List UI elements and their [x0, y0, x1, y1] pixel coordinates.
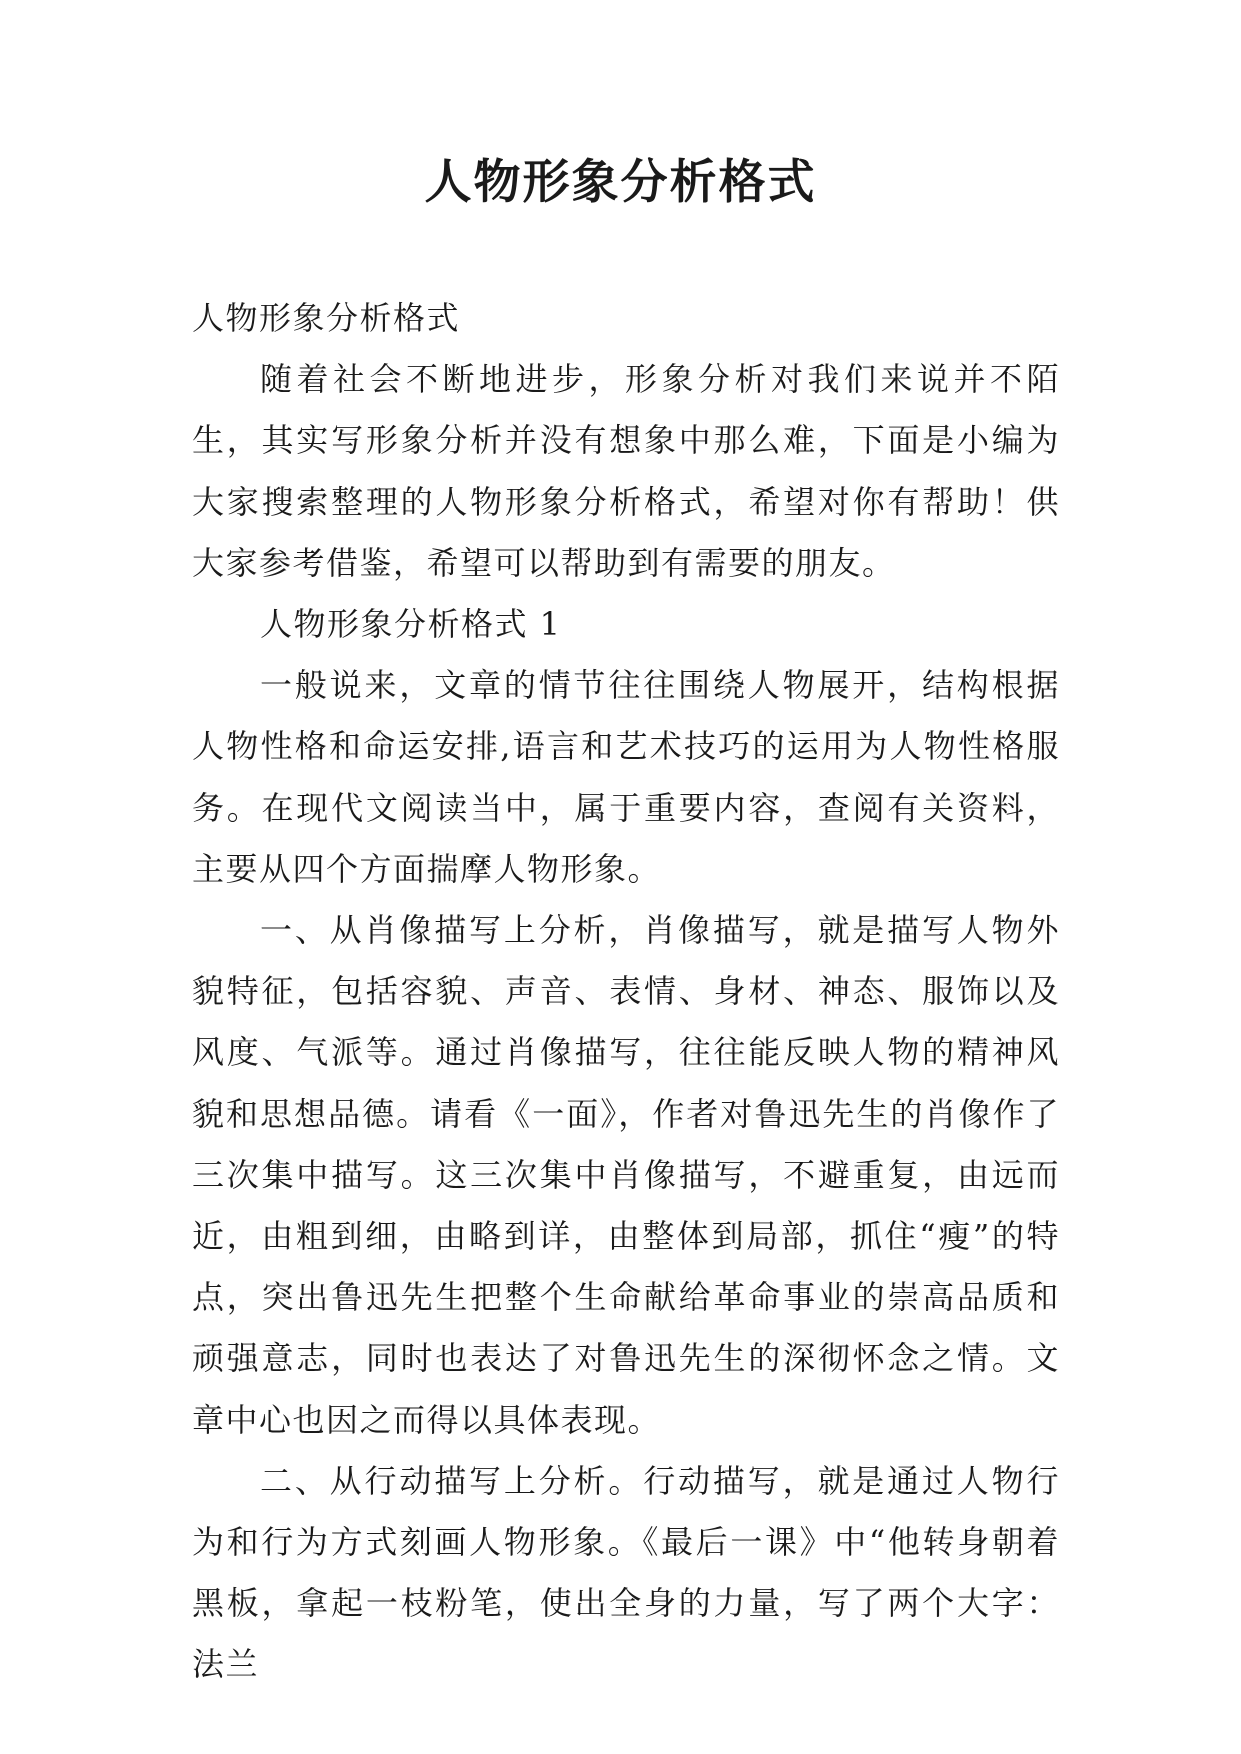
- action-description-paragraph: 二、从行动描写上分析。行动描写，就是通过人物行为和行为方式刻画人物形象。《最后一课》中“他转身朝着黑板，拿起一枝粉笔，使出全身的力量，写了两个大字：法兰: [192, 1461, 1060, 1684]
- section-heading-1: 人物形象分析格式 1: [260, 605, 562, 644]
- overview-paragraph: 一般说来，文章的情节往往围绕人物展开，结构根据人物性格和命运安排,语言和艺术技巧的运用为人物性格服务。在现代文阅读当中，属于重要内容，查阅有关资料，主要从四个方面揣摩人物形象。: [192, 666, 1060, 888]
- document-body: [192, 288, 1060, 1696]
- document-title: 人物形象分析格式: [424, 155, 817, 210]
- portrait-description-paragraph: 一、从肖像描写上分析，肖像描写，就是描写人物外貌特征，包括容貌、声音、表情、身材、神态、服饰以及风度、气派等。通过肖像描写，往往能反映人物的精神风貌和思想品德。请看《一面》，作者对鲁迅先生的肖像作了三次集中描写。这三次集中肖像描写，不避重复，由远而近，由粗到细，由略到详，由整体到局部，抓住“瘦”的特点，突出鲁迅先生把整个生命献给革命事业的崇高品质和顽强意志，同时也表达了对鲁迅先生的深彻怀念之情。文章中心也因之而得以具体表现。: [192, 911, 1060, 1439]
- subtitle-paragraph: 人物形象分析格式: [192, 299, 461, 337]
- intro-paragraph: 随着社会不断地进步，形象分析对我们来说并不陌生，其实写形象分析并没有想象中那么难，下面是小编为大家搜索整理的人物形象分析格式，希望对你有帮助！供大家参考借鉴，希望可以帮助到有需要的朋友。: [192, 360, 1060, 582]
